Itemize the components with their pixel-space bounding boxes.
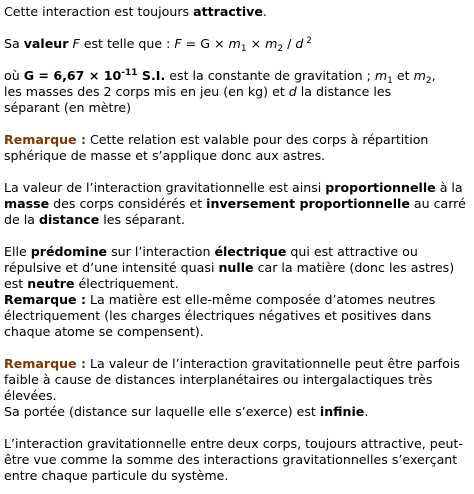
- text: .: [364, 404, 369, 419]
- text: les masses des 2 corps mis en jeu (en kg) et: [4, 84, 289, 99]
- paragraph-remarque-2: [4, 292, 470, 340]
- symbol-F: F: [174, 36, 182, 51]
- spacer: [4, 20, 470, 36]
- symbol-F: F: [72, 36, 80, 51]
- text: Sa portée (distance sur laquelle elle s’exerce) est: [4, 404, 320, 419]
- subscript: 2: [425, 76, 432, 86]
- bold-text: infinie: [319, 404, 365, 419]
- superscript: -11: [121, 68, 138, 78]
- paragraph-constant: [4, 68, 470, 116]
- text: La valeur de l’interaction gravitationnelle peut être parfois faible à cause de distances interplanétaires ou intergalactiques très élevées.: [4, 356, 460, 403]
- spacer: [4, 340, 470, 356]
- paragraph-portee: [4, 404, 470, 420]
- text: ×: [246, 36, 266, 51]
- text: qui est attractive ou répulsive et d’une intensité quasi: [4, 244, 418, 275]
- text: /: [283, 36, 296, 51]
- paragraph-remarque-1: [4, 132, 470, 164]
- remarque-label: Remarque :: [4, 292, 87, 307]
- bold-text: masse: [4, 196, 50, 211]
- bold-text: prédomine: [30, 244, 108, 259]
- remarque-label: Remarque :: [4, 132, 87, 147]
- text: Cette interaction est toujours: [4, 4, 194, 19]
- spacer: [4, 420, 470, 436]
- text: les séparant.: [99, 212, 185, 227]
- text: où: [4, 68, 24, 83]
- text: Sa: [4, 36, 24, 51]
- text: est la constante de gravitation ;: [165, 68, 375, 83]
- symbol-d: d: [288, 84, 297, 99]
- paragraph-proportionnelle: [4, 180, 470, 228]
- paragraph-somme: [4, 436, 470, 484]
- text: est telle que :: [79, 36, 175, 51]
- paragraph-remarque-3: [4, 356, 470, 404]
- bold-text: nulle: [218, 260, 254, 275]
- text: car la matière (donc les astres) est: [4, 260, 455, 291]
- symbol-m: m: [265, 36, 278, 51]
- text: Cette relation est valable pour des corps à répartition sphérique de masse et s’applique donc aux astres.: [4, 132, 429, 163]
- subscript: 1: [240, 44, 247, 54]
- text: La matière est elle-même composée d’atomes neutres électriquement (les charges électriques négatives et positives dans chaque atome se compensent).: [4, 292, 436, 339]
- spacer: [4, 116, 470, 132]
- bold-constant: G = 6,67 × 10: [23, 68, 122, 83]
- remarque-label: Remarque :: [4, 356, 87, 371]
- text: L’interaction gravitationnelle entre deux corps, toujours attractive, peut-être vue comme la somme des interactions gravitationnelles s’exerçant entre chaque particule du système.: [4, 436, 463, 483]
- symbol-m: m: [374, 68, 388, 83]
- spacer: [4, 228, 470, 244]
- text: .: [262, 4, 267, 19]
- text: des corps considérés et: [49, 196, 207, 211]
- text: sur l’interaction: [107, 244, 215, 259]
- subscript: 2: [277, 44, 284, 54]
- bold-valeur: valeur: [23, 36, 69, 51]
- paragraph-attractive: [4, 4, 470, 20]
- subscript: 1: [387, 76, 393, 86]
- spacer: [4, 164, 470, 180]
- bold-text: inversement proportionnelle: [206, 196, 410, 211]
- text: à la: [435, 180, 463, 195]
- symbol-m: m: [413, 68, 426, 83]
- bold-attractive: attractive: [193, 4, 263, 19]
- text: La valeur de l’interaction gravitationnelle est ainsi: [4, 180, 326, 195]
- text: ,: [431, 68, 436, 83]
- bold-text: proportionnelle: [325, 180, 436, 195]
- text: Elle: [4, 244, 31, 259]
- text: au carré de la: [4, 196, 466, 227]
- paragraph-formula: [4, 36, 470, 52]
- paragraph-predomine: [4, 244, 470, 292]
- bold-si: S.I.: [137, 68, 166, 83]
- text: la distance les: [296, 84, 392, 99]
- bold-text: électrique: [214, 244, 287, 259]
- bold-text: distance: [38, 212, 100, 227]
- spacer: [4, 52, 470, 68]
- text: séparant (en mètre): [4, 100, 132, 115]
- text: électriquement.: [74, 276, 179, 291]
- text: et: [392, 68, 414, 83]
- bold-text: neutre: [27, 276, 75, 291]
- superscript: 2: [303, 36, 312, 46]
- text: = G ×: [181, 36, 229, 51]
- symbol-d: d: [295, 36, 304, 51]
- document-body: [4, 4, 470, 484]
- symbol-m: m: [228, 36, 241, 51]
